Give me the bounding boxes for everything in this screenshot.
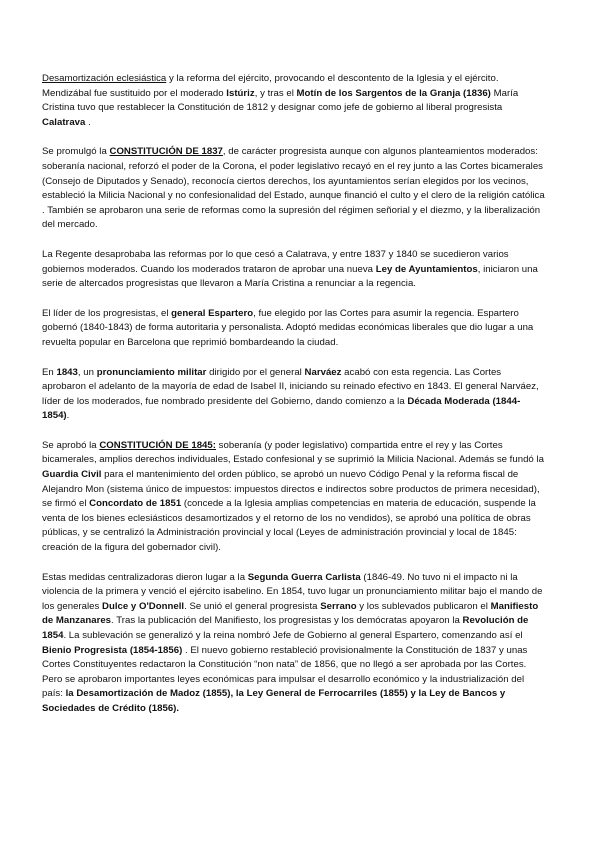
text-run: , de carácter progresista aunque con algunos planteamientos moderados: soberanía nacional, reforzó el poder de la Corona, el poder legislativo recayó en el rey junto a las Cortes bicamerales (Consejo de Diputados y Senado), reconocía ciertos derechos, los ayuntamientos serían elegidos por los vecinos, estableció la Milicia Nacional y no confesionalidad del Estado, aunque financió el culto y el clero de la religión católica . También se aprobaron una serie de reformas como la supresión del régimen señorial y el diezmo, y la liberalización del mercado. — [42, 146, 545, 231]
text-run: general Espartero — [171, 307, 254, 319]
text-run: dirigido por el general — [206, 366, 305, 378]
text-run: . La sublevación se generalizó y la reina nombró Jefe de Gobierno al general Espartero, comenzando así el — [63, 630, 523, 641]
text-run: Calatrava — [42, 116, 86, 128]
text-run: Ley de Ayuntamientos — [375, 263, 478, 275]
text-run: Desamortización eclesiástica — [42, 73, 167, 84]
text-run: , fue elegido por las Cortes para asumir la regencia. Espartero gobernó (1840-1843) de forma autoritaria y personalista. Adoptó medidas económicas liberales que dio lugar a una revuelta popular en Barcelona que reprimió bombardeando la ciudad. — [42, 307, 534, 348]
paragraph-1843 — [42, 366, 545, 424]
text-run: . Se unió el general progresista — [184, 600, 321, 612]
text-run: la Desamortización de Madoz (1855), la Ley General de Ferrocarriles (1855) y la Ley de Bancos y Sociedades de Crédito (1856). — [42, 688, 506, 714]
text-run: El líder de los progresistas, el — [42, 307, 172, 319]
text-run: y los sublevados publicaron el — [356, 600, 491, 612]
text-run: pronunciamiento militar — [96, 366, 207, 378]
text-run: 1843 — [56, 366, 78, 378]
text-run: Se promulgó la — [42, 146, 110, 158]
text-run: CONSTITUCIÓN DE 1837 — [109, 146, 223, 158]
text-run: . — [66, 410, 70, 422]
text-run: Se aprobó la — [42, 439, 100, 451]
text-run: (concede a la Iglesia amplias competencias en materia de educación, suspende la venta de los bienes eclesiásticos desamortizados y el retorno de los no vendidos), se aprobó una política de obras públicas, y se centralizó la Administración provincial y local (Leyes de administración provincial y local de 1845: creación de la figura del gobernador civil). — [42, 498, 536, 554]
text-run: Serrano — [320, 600, 357, 612]
text-run: Revolución de 1854 — [42, 615, 529, 641]
text-run: Concordato de 1851 — [89, 498, 182, 510]
text-run: soberanía (y poder legislativo) compartida entre el rey y las Cortes bicamerales, amplios derechos individuales, Estado confesional y se suprimió la Milicia Nacional. Además se fundó la — [42, 439, 544, 466]
paragraph-constitucion-1837 — [42, 145, 545, 233]
text-run: . Tras la publicación del Manifiesto, los progresistas y los demócratas apoyaron la — [111, 615, 463, 627]
text-run: . — [85, 116, 91, 128]
text-run: . El nuevo gobierno restableció provisionalmente la Constitución de 1837 y unas Cortes Constituyentes redactaron la Constitución “non nata” de 1856, que no llegó a ser aprobada por las Cortes. Pero se aprobaron importantes leyes económicas para impulsar el desarrollo económico y la industrialización del país: — [42, 644, 528, 700]
text-run: Década Moderada (1844-1854) — [42, 395, 521, 422]
text-run: Estas medidas centralizadoras dieron lugar a la — [42, 571, 248, 583]
text-run: acabó con esta regencia. Las Cortes aprobaron el adelanto de la mayoría de edad de Isabel II, iniciando su reinado efectivo en 1843. El general Narváez, líder de los moderados, fue nombrado presidente del Gobierno, dando comienzo a la — [42, 366, 539, 407]
text-run: Narváez — [304, 366, 342, 378]
paragraph-regente — [42, 248, 545, 292]
text-run: Motín de los Sargentos de la Granja (1836) — [296, 87, 491, 99]
paragraph-constitucion-1845 — [42, 439, 545, 556]
text-run: , un — [77, 366, 97, 378]
text-run: Istúriz — [226, 87, 255, 99]
text-run: , iniciaron una serie de altercados progresistas que llevaron a María Cristina a renunciar a la regencia. — [42, 263, 538, 290]
text-run: para el mantenimiento del orden público, se aprobó un nuevo Código Penal y la reforma fiscal de Alejandro Mon (sistema único de impuestos: impuestos directos e indirectos sobre productos de primera necesidad), se firmó el — [42, 469, 540, 510]
text-run: María Cristina tuvo que restablecer la Constitución de 1812 y designar como jefe de gobierno al liberal progresista — [42, 87, 519, 114]
text-run: Segunda Guerra Carlista — [247, 571, 361, 583]
paragraph-espartero — [42, 307, 545, 351]
text-run: Dulce y O'Donnell — [102, 600, 185, 612]
text-run: (1846-49. No tuvo ni el impacto ni la violencia de la primera y venció el ejército isabelino. En 1854, tuvo lugar un pronunciamiento militar bajo el mando de los generales — [42, 571, 543, 612]
text-run: Bienio Progresista (1854-1856) — [42, 644, 183, 656]
paragraph-desamortizacion — [42, 72, 545, 130]
text-run: , y tras el — [254, 87, 297, 99]
text-run: En — [42, 366, 57, 378]
text-run: Guardia Civil — [42, 469, 102, 481]
text-run: CONSTITUCIÓN DE 1845: — [99, 439, 216, 451]
text-run: Manifiesto de Manzanares — [42, 600, 539, 627]
text-run: La Regente desaprobaba las reformas por lo que cesó a Calatrava, y entre 1837 y 1840 se sucedieron varios gobiernos moderados. Cuando los moderados trataron de aprobar una nueva — [42, 248, 509, 275]
text-run: y la reforma del ejército, provocando el descontento de la Iglesia y el ejército. Mendizábal fue sustituido por el moderado — [42, 73, 499, 99]
paragraph-bienio-progresista — [42, 571, 545, 717]
